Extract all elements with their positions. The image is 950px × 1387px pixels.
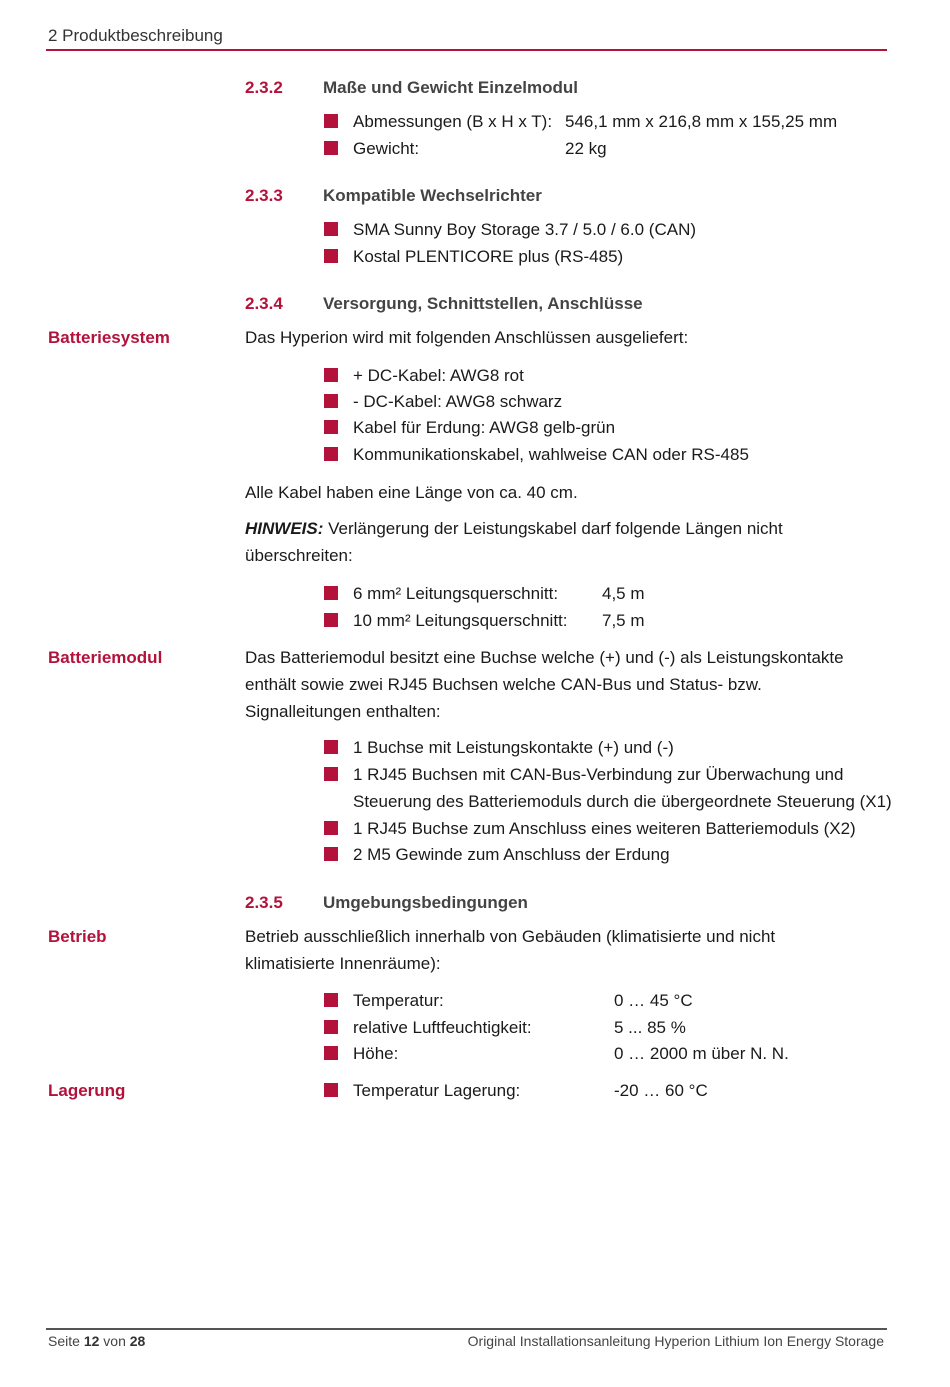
item-text: 1 RJ45 Buchsen mit CAN-Bus-Verbindung zur Überwachung und [353,765,844,784]
section-number-2-3-4: 2.3.4 [245,294,283,313]
bullet-icon [324,613,338,627]
bullet-icon [324,114,338,128]
page-mid: von [99,1333,130,1349]
item-text: + DC-Kabel: AWG8 rot [353,366,524,385]
hint-paragraph [245,515,865,569]
item-text: 1 Buchse mit Leistungskontakte (+) und (-) [353,738,674,757]
bullet-icon [324,141,338,155]
bullet-icon [324,821,338,835]
bullet-icon [324,222,338,236]
hint-label: HINWEIS: [245,519,324,538]
bullet-icon [324,847,338,861]
header-divider [46,49,887,51]
item-label: Temperatur: [353,991,444,1010]
hint-text: Verlängerung der Leistungskabel darf folgende Längen nicht überschreiten: [245,519,783,565]
side-label-betrieb: Betrieb [48,927,107,946]
item-label: 10 mm² Leitungsquerschnitt: [353,611,568,630]
side-label-lagerung: Lagerung [48,1081,126,1100]
item-text: Kostal PLENTICORE plus (RS-485) [353,247,624,266]
item-text: 1 RJ45 Buchse zum Anschluss eines weiteren Batteriemoduls (X2) [353,819,856,838]
item-text: - DC-Kabel: AWG8 schwarz [353,392,563,411]
section-title-2-3-5: Umgebungsbedingungen [323,893,528,912]
item-text: 2 M5 Gewinde zum Anschluss der Erdung [353,845,670,864]
item-label: Gewicht: [353,139,420,158]
total-pages: 28 [129,1333,146,1349]
paragraph: Das Hyperion wird mit folgenden Anschlüssen ausgeliefert: [245,328,689,347]
item-text: Steuerung des Batteriemoduls durch die übergeordnete Steuerung (X1) [353,792,892,811]
bullet-icon [324,368,338,382]
bullet-icon [324,1046,338,1060]
section-number-2-3-2: 2.3.2 [245,78,283,97]
footer-divider [46,1328,887,1330]
item-value: 546,1 mm x 216,8 mm x 155,25 mm [565,112,838,131]
item-value: 0 … 45 °C [614,991,693,1010]
section-number-2-3-5: 2.3.5 [245,893,283,912]
item-label: relative Luftfeuchtigkeit: [353,1018,532,1037]
page-number [48,1333,145,1349]
item-label: Abmessungen (B x H x T): [353,112,553,131]
item-label: Höhe: [353,1044,399,1063]
item-value: 22 kg [565,139,607,158]
item-label: Temperatur Lagerung: [353,1081,521,1100]
item-text: Kommunikationskabel, wahlweise CAN oder RS-485 [353,445,749,464]
item-value: 7,5 m [602,611,645,630]
bullet-icon [324,249,338,263]
document-title: Original Installationsanleitung Hyperion Lithium Ion Energy Storage [467,1333,884,1349]
item-value: 0 … 2000 m über N. N. [614,1044,789,1063]
item-label: 6 mm² Leitungsquerschnitt: [353,584,559,603]
bullet-icon [324,740,338,754]
item-value: 4,5 m [602,584,645,603]
item-text: SMA Sunny Boy Storage 3.7 / 5.0 / 6.0 (CAN) [353,220,697,239]
item-value: 5 ... 85 % [614,1018,686,1037]
bullet-icon [324,586,338,600]
side-label-batteriemodul: Batteriemodul [48,648,163,667]
page-header-title: 2 Produktbeschreibung [48,26,223,45]
paragraph: Betrieb ausschließlich innerhalb von Gebäuden (klimatisierte und nicht klimatisierte Innenräume): [245,927,776,973]
item-value: -20 … 60 °C [614,1081,708,1100]
current-page: 12 [83,1333,100,1349]
bullet-icon [324,420,338,434]
paragraph: Das Batteriemodul besitzt eine Buchse welche (+) und (-) als Leistungskontakte enthält sowie zwei RJ45 Buchsen welche CAN-Bus und Status- bzw. Signalleitungen enthalten: [245,648,844,721]
item-text: Kabel für Erdung: AWG8 gelb-grün [353,418,616,437]
section-title-2-3-3: Kompatible Wechselrichter [323,186,542,205]
bullet-icon [324,394,338,408]
bullet-icon [324,1083,338,1097]
bullet-icon [324,993,338,1007]
section-title-2-3-4: Versorgung, Schnittstellen, Anschlüsse [323,294,643,313]
paragraph: Alle Kabel haben eine Länge von ca. 40 cm. [245,483,578,502]
section-number-2-3-3: 2.3.3 [245,186,283,205]
page-prefix: Seite [48,1333,84,1349]
bullet-icon [324,447,338,461]
bullet-icon [324,767,338,781]
side-label-batteriesystem: Batteriesystem [48,328,170,347]
section-title-2-3-2: Maße und Gewicht Einzelmodul [323,78,579,97]
bullet-icon [324,1020,338,1034]
